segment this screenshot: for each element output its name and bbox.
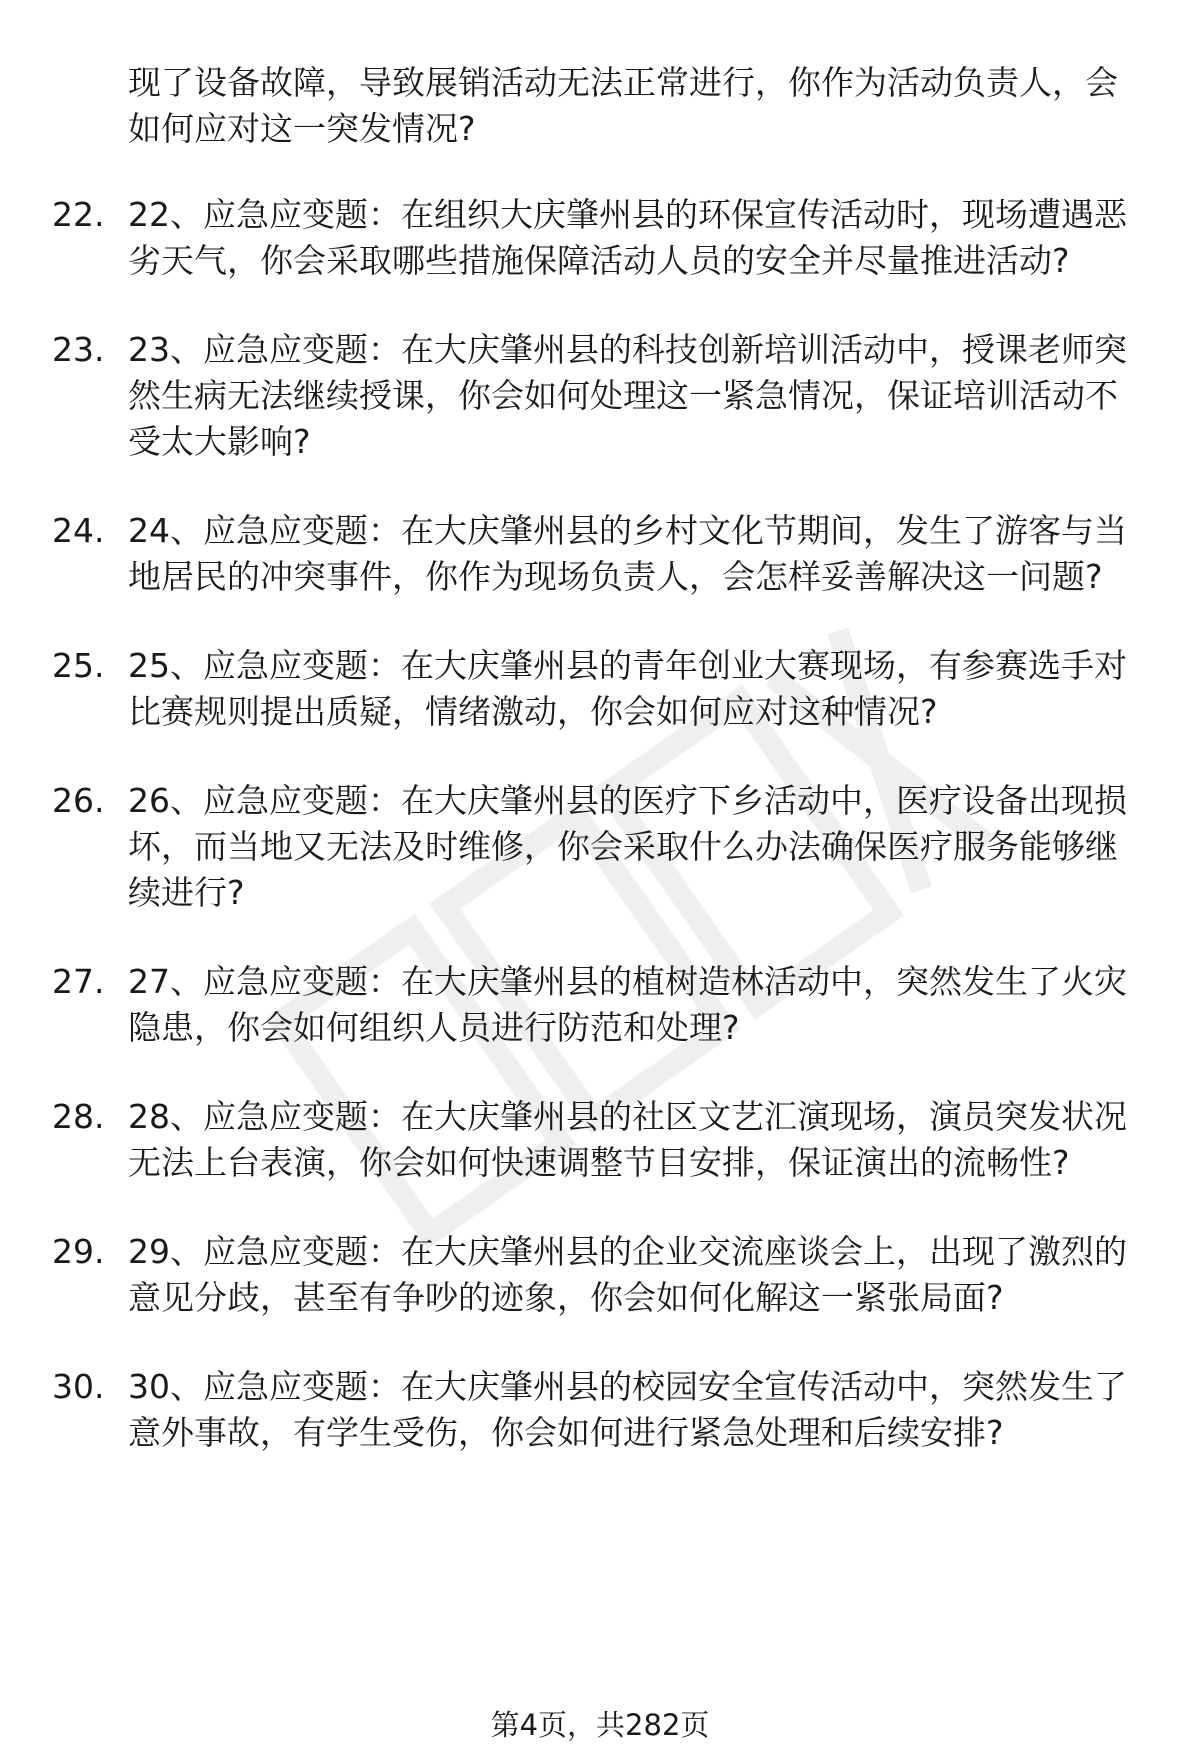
item-number: 24. <box>52 511 105 550</box>
item-text: 22、应急应变题：在组织大庆肇州县的环保宣传活动时，现场遭遇恶劣天气，你会采取哪些措施保障活动人员的安全并尽量推进活动? <box>128 195 1127 280</box>
item-number: 30. <box>52 1367 105 1406</box>
list-item <box>0 1364 1200 1456</box>
item-text: 26、应急应变题：在大庆肇州县的医疗下乡活动中，医疗设备出现损坏，而当地又无法及时维修，你会采取什么办法确保医疗服务能够继续进行? <box>128 781 1127 912</box>
list-item <box>0 327 1200 465</box>
item-number: 29. <box>52 1232 105 1271</box>
item-number: 23. <box>52 330 105 369</box>
list-item <box>0 643 1200 735</box>
item-text: 29、应急应变题：在大庆肇州县的企业交流座谈会上，出现了激烈的意见分歧，甚至有争吵的迹象，你会如何化解这一紧张局面? <box>128 1232 1127 1317</box>
list-item <box>0 1229 1200 1321</box>
item-text: 23、应急应变题：在大庆肇州县的科技创新培训活动中，授课老师突然生病无法继续授课，你会如何处理这一紧急情况，保证培训活动不受太大影响? <box>128 330 1127 461</box>
item-text: 30、应急应变题：在大庆肇州县的校园安全宣传活动中，突然发生了意外事故，有学生受伤，你会如何进行紧急处理和后续安排? <box>128 1367 1127 1452</box>
page-footer: 第4页，共282页 <box>490 1708 710 1742</box>
item-number: 22. <box>52 195 105 234</box>
item-number: 25. <box>52 646 105 685</box>
item-number: 27. <box>52 962 105 1001</box>
list-item <box>0 1094 1200 1186</box>
item-number: 28. <box>52 1097 105 1136</box>
item-number: 26. <box>52 781 105 820</box>
question-list <box>0 192 1200 1499</box>
item-text: 24、应急应变题：在大庆肇州县的乡村文化节期间，发生了游客与当地居民的冲突事件，你作为现场负责人，会怎样妥善解决这一问题? <box>128 511 1127 596</box>
item-text: 28、应急应变题：在大庆肇州县的社区文艺汇演现场，演员突发状况无法上台表演，你会如何快速调整节目安排，保证演出的流畅性? <box>128 1097 1127 1182</box>
list-item <box>0 959 1200 1051</box>
continuation-paragraph: 现了设备故障，导致展销活动无法正常进行，你作为活动负责人，会如何应对这一突发情况? <box>128 63 1118 148</box>
item-text: 27、应急应变题：在大庆肇州县的植树造林活动中，突然发生了火灾隐患，你会如何组织人员进行防范和处理? <box>128 962 1127 1047</box>
list-item <box>0 192 1200 284</box>
item-text: 25、应急应变题：在大庆肇州县的青年创业大赛现场，有参赛选手对比赛规则提出质疑，情绪激动，你会如何应对这种情况? <box>128 646 1127 731</box>
list-item <box>0 778 1200 916</box>
list-item <box>0 508 1200 600</box>
